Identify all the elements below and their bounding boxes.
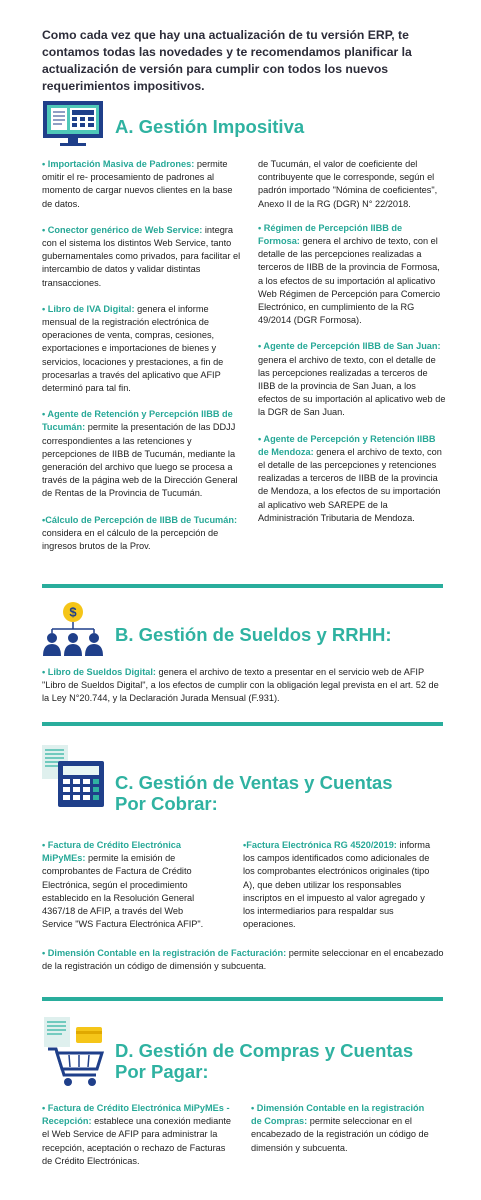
section-d-item: • Factura de Crédito Electrónica MiPyMEs - Recepción: establece una conexión mediante el Web Service de AFIP para administrar la recepción, aceptación o rechazo de Facturas de Crédito Electrónicas. xyxy=(42,1103,231,1166)
section-d-title xyxy=(115,1040,413,1082)
section-c-item: • Factura de Crédito Electrónica MiPyMEs: permite la emisión de comprobantes de Factura de Crédito Electrónica, según el procedimiento establecido en la Resolución General 4367/18 de AFIP, a través del Web Service "WS Factura Electrónica AFIP". xyxy=(42,840,204,930)
section-c-title-line-1: C. Gestión de Ventas y Cuentas xyxy=(115,772,393,793)
section-divider xyxy=(42,722,443,726)
calculator-document-icon xyxy=(42,741,110,814)
section-a-item: • Agente de Percepción y Retención IIBB de Mendoza: genera el archivo de texto, con el detalle de las percepciones y retenciones realizadas a terceros de IIBB de la provincia de Mendoza, a los efectos de su importación al aplicativo web SAREPE de la Administración Tributaria de Mendoza. xyxy=(258,433,442,523)
section-divider xyxy=(42,997,443,1001)
section-b-item: • Libro de Sueldos Digital: genera el archivo de texto a presentar en el servicio web de AFIP "Libro de Sueldos Digital", a los efectos de cumplir con la obligación legal prevista en el art. 52 de la Ley N°20.744, y la Declaración Jurada Mensual (F.931). xyxy=(42,667,439,704)
section-a-item: de Tucumán, el valor de coeficiente del contribuyente que le corresponde, según el padrón importado "Nómina de coeficientes", Anexo II de la RG (DGR) N° 22/2018. xyxy=(258,159,438,209)
section-a-item: • Agente de Percepción IIBB de San Juan: genera el archivo de texto, con el detalle de las percepciones realizadas a terceros de IIBB de la provincia de San Juan, a los efectos de su importación al aplicativo web de la DGR de San Juan. xyxy=(258,341,446,418)
section-c-item: • Dimensión Contable en la registración de Facturación: permite seleccionar en el encabezado de la registración un código de dimensión y subcuenta. xyxy=(42,948,444,972)
section-a-column-2 xyxy=(258,158,446,538)
section-a-item: • Régimen de Percepción IIBB de Formosa: genera el archivo de texto, con el detalle de las percepciones realizadas a terceros de IIBB de la provincia de Formosa, a los efectos de su importación al aplicativo Web Régimen de Percepción para Comercio Electrónico, en cumplimiento de la RG 49/2014 (DGR Formosa). xyxy=(258,222,441,326)
section-c-item: •Factura Electrónica RG 4520/2019: informa los campos identificados como adicionales de los comprobantes electrónicos originales (tipo A), que deben utilizar los responsables inscriptos en el impuesto al valor agregado y los intermediarios para respaldar sus operaciones. xyxy=(243,840,431,930)
section-d-title-line-1: D. Gestión de Compras y Cuentas xyxy=(115,1040,414,1061)
svg-text:$: $ xyxy=(69,604,77,620)
intro-text: Como cada vez que hay una actualización de tu versión ERP, te contamos todas las novedades y te recomendamos planificar la actualización de versión para cumplir con todos los nuevos requerimientos impositivos. xyxy=(42,28,412,93)
section-a-item: • Libro de IVA Digital: genera el informe mensual de la registración electrónica de operaciones de venta, compras, cesiones, exportaciones e importaciones de bienes y servicios, locaciones y prestaciones, a fin de procesarlas a través del aplicativo que AFIP determinó para tal fin. xyxy=(42,303,224,394)
monitor-calculator-icon xyxy=(42,100,104,151)
section-a-item: • Importación Masiva de Padrones: permite omitir el re- procesamiento de padrones al momento de cargar nuevos clientes en la base de datos. xyxy=(42,159,233,209)
section-d-column-2 xyxy=(251,1102,437,1168)
section-b-body xyxy=(42,666,444,719)
section-a-title: A. Gestión Impositiva xyxy=(115,116,305,137)
section-a-item: • Conector genérico de Web Service: integra con el sistema los distintos Web Service, tanto gubernamentales como privados, para facilitar el intercambio de datos y validar distintas transacciones. xyxy=(42,224,241,288)
section-d-title-line-2: Por Pagar: xyxy=(115,1061,209,1082)
section-c-title xyxy=(115,772,393,814)
team-salary-icon xyxy=(42,601,104,662)
section-d-column-1 xyxy=(42,1102,236,1181)
section-c-full-width xyxy=(42,947,446,986)
section-d-item: • Dimensión Contable en la registración de Compras: permite seleccionar en el encabezado de la registración un código de dimensión y subcuenta. xyxy=(251,1103,429,1153)
section-divider xyxy=(42,584,443,588)
section-a-item: •Cálculo de Percepción de IIBB de Tucumán: considera en el cálculo de la percepción de ingresos brutos de la Prov. xyxy=(42,514,238,552)
section-a-item: • Agente de Retención y Percepción IIBB de Tucumán: permite la presentación de las DDJJ correspondientes a las retenciones y percepciones de IIBB de Tucumán, mediante la generación del archivo que luego se procesa a través de la página web de la Dirección General de Rentas de la Provincia de Tucumán. xyxy=(42,409,238,499)
section-c-column-1 xyxy=(42,839,214,944)
shopping-cart-invoice-icon xyxy=(42,1017,106,1094)
section-b-title: B. Gestión de Sueldos y RRHH: xyxy=(115,624,392,645)
section-a-column-1 xyxy=(42,158,242,566)
section-c-column-2 xyxy=(243,839,435,944)
section-c-title-line-2: Por Cobrar: xyxy=(115,793,218,814)
